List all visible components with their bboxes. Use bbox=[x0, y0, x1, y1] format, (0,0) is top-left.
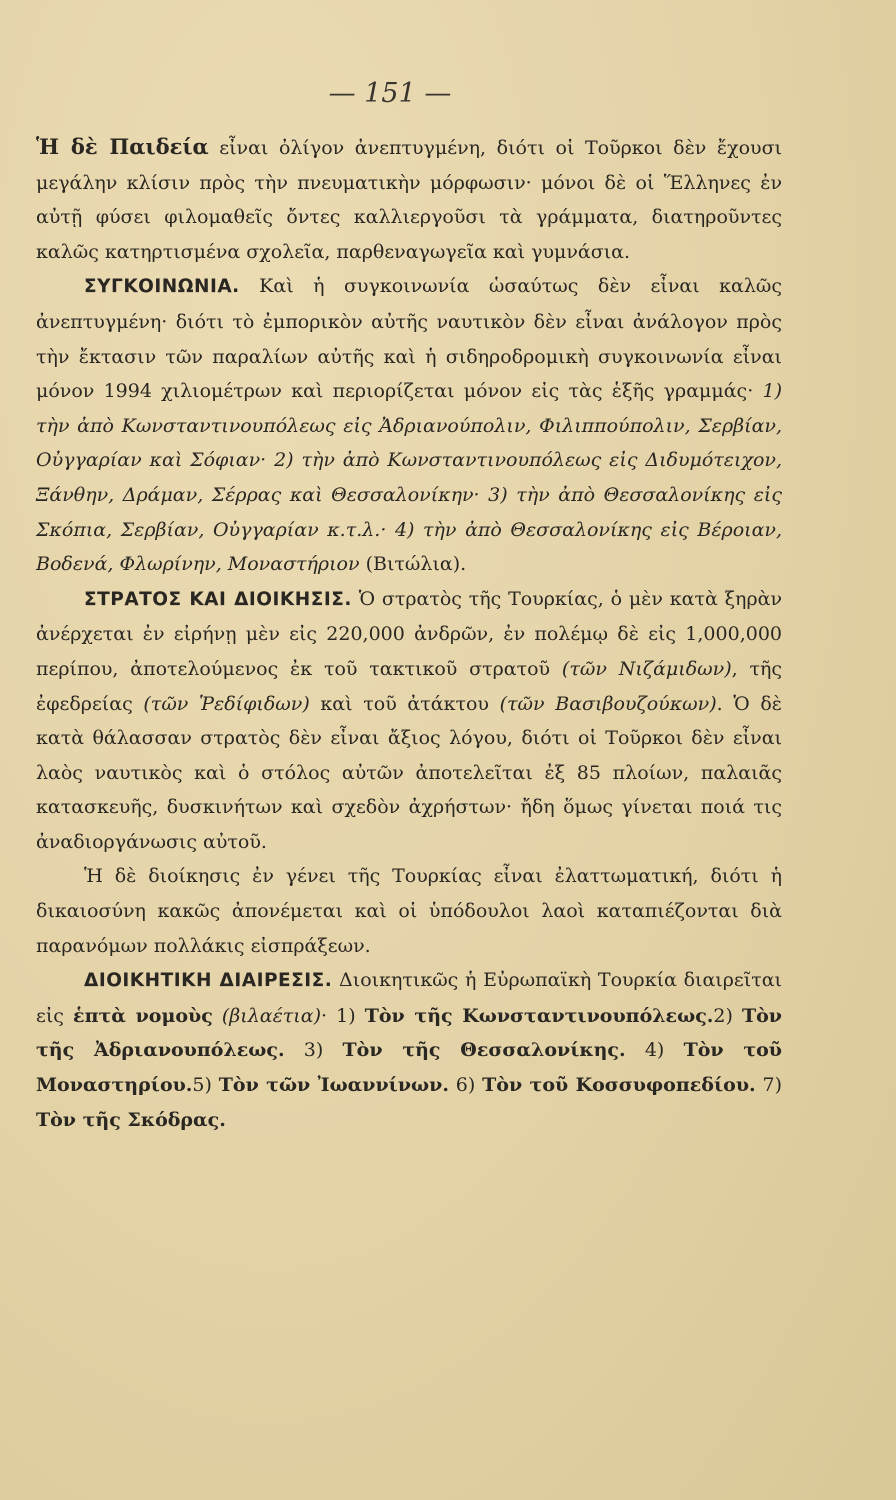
paragraph-text: καὶ τοῦ ἀτάκτου bbox=[309, 692, 500, 715]
bold-term: ἑπτὰ νομοὺς bbox=[73, 1004, 213, 1027]
paragraph-text: 3) bbox=[284, 1039, 343, 1062]
paragraph-text: (Βιτώλια). bbox=[359, 553, 467, 576]
paragraph-divisions bbox=[36, 963, 782, 1137]
italic-term: (τῶν Νιζάμιδων) bbox=[561, 657, 732, 680]
italic-term: (τῶν Ῥεδίφιδων) bbox=[143, 692, 310, 715]
province-name: Τὸν τῆς Σκόδρας. bbox=[36, 1108, 226, 1131]
paragraph-text: 4) bbox=[625, 1039, 684, 1062]
paragraph-text: Διοικητικῶς ἡ Εὐρωπαϊκὴ Τουρκία διαιρεῖται εἰς bbox=[36, 969, 783, 1027]
italic-term: (τῶν Βασιβουζούκων) bbox=[499, 692, 717, 715]
paragraph-text: εἶναι ὀλίγον ἀνεπτυγμένη, διότι οἱ Τοῦρκοι δὲν ἔχουσι μεγάλην κλίσιν πρὸς τὴν πνευματικὴν μόρφωσιν· μόνοι δὲ οἱ Ἕλληνες ἐν αὐτῇ φύσει φιλομαθεῖς ὄντες καλλιεργοῦσι τὰ γράμματα, διατηροῦντες καλῶς κατηρτισμένα σχολεῖα, παρθεναγωγεῖα καὶ γυμνάσια. bbox=[36, 137, 782, 263]
province-name: Τὸν τῆς Κωνσταντινουπόλεως. bbox=[364, 1004, 714, 1027]
paragraph-text: 6) bbox=[448, 1074, 483, 1097]
paragraph-education bbox=[36, 130, 782, 269]
province-name: Τὸν τοῦ Κοσσυφοπεδίου. bbox=[482, 1074, 756, 1097]
paragraph-text: . Ὁ δὲ κατὰ θάλασσαν στρατὸς δὲν εἶναι ἄξιος λόγου, διότι οἱ Τοῦρκοι δὲν εἶναι λαὸς ναυτικὸς καὶ ὁ στόλος αὐτῶν ἀποτελεῖται ἐξ 85 πλοίων, παλαιᾶς κατασκευῆς, δυσκινήτων καὶ σχεδὸν ἀχρήστων· ἤδη ὅμως γίνεται ποιά τις ἀναδιοργάνωσις αὐτοῦ. bbox=[36, 692, 782, 853]
section-heading-army: ΣΤΡΑΤΟΣ ΚΑΙ ΔΙΟΙΚΗΣΙΣ. bbox=[84, 588, 352, 610]
paragraph-text: 2) bbox=[713, 1004, 742, 1027]
section-heading-communication: ΣΥΓΚΟΙΝΩΝΙΑ. bbox=[84, 276, 240, 298]
railway-lines: 1) τὴν ἀπὸ Κωνσταντινουπόλεως εἰς Ἀδριανούπολιν, Φιλιππούπολιν, Σερβίαν, Οὐγγαρίαν καὶ Σόφιαν· 2) τὴν ἀπὸ Κωνσταντινουπόλεως εἰς Διδυμότειχον, Ξάνθην, Δράμαν, Σέρρας καὶ Θεσσαλονίκην· 3) τὴν ἀπὸ Θεσσαλονίκης εἰς Σκόπια, Σερβίαν, Οὐγγαρίαν κ.τ.λ.· 4) τὴν ἀπὸ Θεσσαλονίκης εἰς Βέροιαν, Βοδενά, Φλωρίνην, Μοναστήριον bbox=[36, 380, 782, 576]
section-heading-divisions: ΔΙΟΙΚΗΤΙΚΗ ΔΙΑΙΡΕΣΙΣ. bbox=[84, 970, 333, 992]
province-name: Τὸν τῆς Ἀδριανουπόλεως. bbox=[36, 1004, 782, 1062]
province-name: Τὸν τῆς Θεσσαλονίκης. bbox=[342, 1039, 626, 1062]
province-name: Τὸν τῶν Ἰωαννίνων. bbox=[218, 1074, 449, 1097]
paragraph-text: Καὶ ἡ συγκοινωνία ὡσαύτως δὲν εἶναι καλῶς ἀνεπτυγμένη· διότι τὸ ἐμπορικὸν αὐτῆς ναυτικὸν δὲν εἶναι ἀνάλογον πρὸς τὴν ἔκτασιν τῶν παραλίων αὐτῆς καὶ ἡ σιδηροδρομικὴ συγκοινωνία εἶναι μόνον 1994 χιλιομέτρων καὶ περιορίζεται μόνον εἰς τὰς ἑξῆς γραμμάς· bbox=[36, 275, 782, 403]
paragraph-text: Ὁ στρατὸς τῆς Τουρκίας, ὁ μὲν κατὰ ξηρὰν ἀνέρχεται ἐν εἰρήνῃ μὲν εἰς 220,000 ἀνδρῶν, ἐν πολέμῳ δὲ εἰς 1,000,000 περίπου, ἀποτελούμενος ἐκ τοῦ τακτικοῦ στρατοῦ bbox=[36, 587, 782, 680]
page-number: — 151 — bbox=[328, 78, 452, 109]
italic-term: (βιλαέτια) bbox=[212, 1004, 321, 1027]
body-text bbox=[36, 130, 782, 1137]
paragraph-text: , τῆς ἐφεδρείας bbox=[36, 657, 782, 715]
province-name: Τὸν τοῦ Μοναστηρίου. bbox=[36, 1039, 782, 1097]
paragraph-army bbox=[36, 582, 782, 860]
lead-phrase: Ἡ δὲ Παιδεία bbox=[36, 134, 209, 159]
paragraph-text: Ἡ δὲ διοίκησις ἐν γένει τῆς Τουρκίας εἶναι ἐλαττωματική, διότι ἡ δικαιοσύνη κακῶς ἀπονέμεται καὶ οἱ ὑπόδουλοι λαοὶ καταπιέζονται διὰ παρανόμων πολλάκις εἰσπράξεων. bbox=[36, 865, 782, 957]
paragraph-administration bbox=[36, 859, 782, 963]
paragraph-text: 7) bbox=[755, 1074, 782, 1097]
paragraph-text: · 1) bbox=[321, 1004, 365, 1027]
paragraph-communication bbox=[36, 269, 782, 581]
paragraph-text: 5) bbox=[192, 1074, 219, 1097]
